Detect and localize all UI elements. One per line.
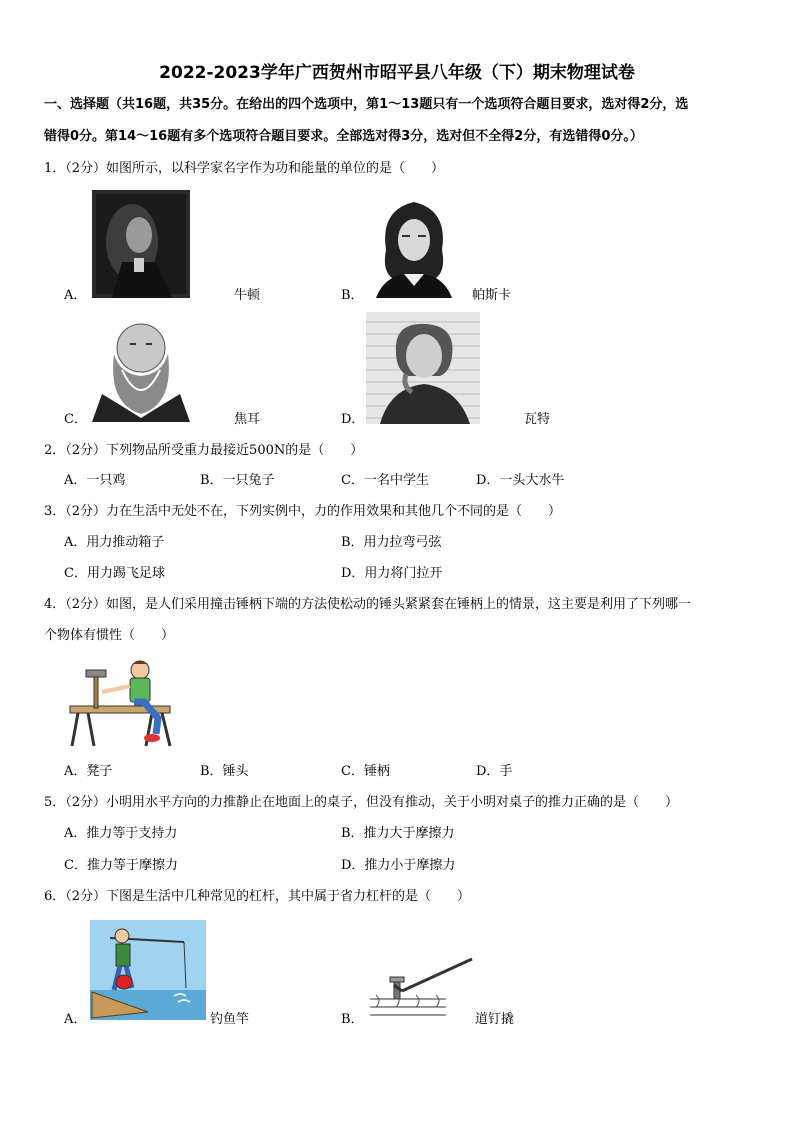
q4-option-a: A．凳子 <box>64 764 113 779</box>
q3-option-c: C．用力踢飞足球 <box>64 566 165 581</box>
q5-option-b: B．推力大于摩擦力 <box>341 826 455 841</box>
q4-stem-line2: 个物体有惯性（ ） <box>44 628 175 643</box>
fishing-rod-illustration <box>90 920 206 1020</box>
q1-option-d-letter: D． <box>341 412 365 427</box>
q4-stem-line1: 4．（2分）如图，是人们采用撞击锤柄下端的方法使松动的锤头紧紧套在锤柄上的情景，这主要是利用了下列哪一 <box>44 597 692 612</box>
q5-option-d: D．推力小于摩擦力 <box>341 858 456 873</box>
q3-stem: 3．（2分）力在生活中无处不在，下列实例中，力的作用效果和其他几个不同的是（ ） <box>44 504 562 519</box>
q1-option-d-label: 瓦特 <box>524 412 551 427</box>
q3-option-b: B．用力拉弯弓弦 <box>341 535 442 550</box>
q2-stem: 2．（2分）下列物品所受重力最接近500N的是（ ） <box>44 443 364 458</box>
q3-option-d: D．用力将门拉开 <box>341 566 443 581</box>
q1-stem: 1．（2分）如图所示，以科学家名字作为功和能量的单位的是（ ） <box>44 161 445 176</box>
q2-option-c: C．一名中学生 <box>341 473 429 488</box>
q6-option-a-letter: A． <box>64 1012 87 1027</box>
q1-option-c-label: 焦耳 <box>234 412 261 427</box>
q5-option-c: C．推力等于摩擦力 <box>64 858 178 873</box>
hammer-bench-illustration <box>66 656 176 748</box>
newton-portrait-image <box>92 190 190 298</box>
section-instructions-line2: 错得0分。第14～16题有多个选项符合题目要求。全部选对得3分，选对但不全得2分，有选错得0分。） <box>44 129 643 144</box>
q5-stem: 5．（2分）小明用水平方向的力推静止在地面上的桌子，但没有推动，关于小明对桌子的推力正确的是（ ） <box>44 795 679 810</box>
q3-option-a: A．用力推动箱子 <box>64 535 165 550</box>
q1-option-b-letter: B． <box>341 288 364 303</box>
q1-option-b-label: 帕斯卡 <box>472 288 512 303</box>
q2-option-a: A．一只鸡 <box>64 473 126 488</box>
q6-option-b-letter: B． <box>341 1012 364 1027</box>
q5-option-a: A．推力等于支持力 <box>64 826 178 841</box>
q4-option-b: B．锤头 <box>200 764 249 779</box>
section-instructions-line1: 一、选择题（共16题，共35分。在给出的四个选项中，第1～13题只有一个选项符合题目要求，选对得2分，选 <box>44 97 689 112</box>
watt-portrait-image <box>366 312 480 424</box>
joule-portrait-image <box>92 314 190 422</box>
q1-option-a-letter: A． <box>64 288 87 303</box>
page-title: 2022-2023学年广西贺州市昭平县八年级（下）期末物理试卷 <box>159 63 635 83</box>
q6-option-a-label: 钓鱼竿 <box>210 1012 250 1027</box>
q1-option-a-label: 牛顿 <box>234 288 261 303</box>
q2-option-b: B．一只兔子 <box>200 473 275 488</box>
crowbar-illustration <box>366 955 476 1025</box>
q4-option-c: C．锤柄 <box>341 764 390 779</box>
q6-option-b-label: 道钉撬 <box>475 1012 515 1027</box>
q2-option-d: D．一头大水牛 <box>476 473 565 488</box>
q1-option-c-letter: C． <box>64 412 87 427</box>
pascal-portrait-image <box>366 190 462 298</box>
q4-option-d: D．手 <box>476 764 513 779</box>
q6-stem: 6．（2分）下图是生活中几种常见的杠杆，其中属于省力杠杆的是（ ） <box>44 889 471 904</box>
